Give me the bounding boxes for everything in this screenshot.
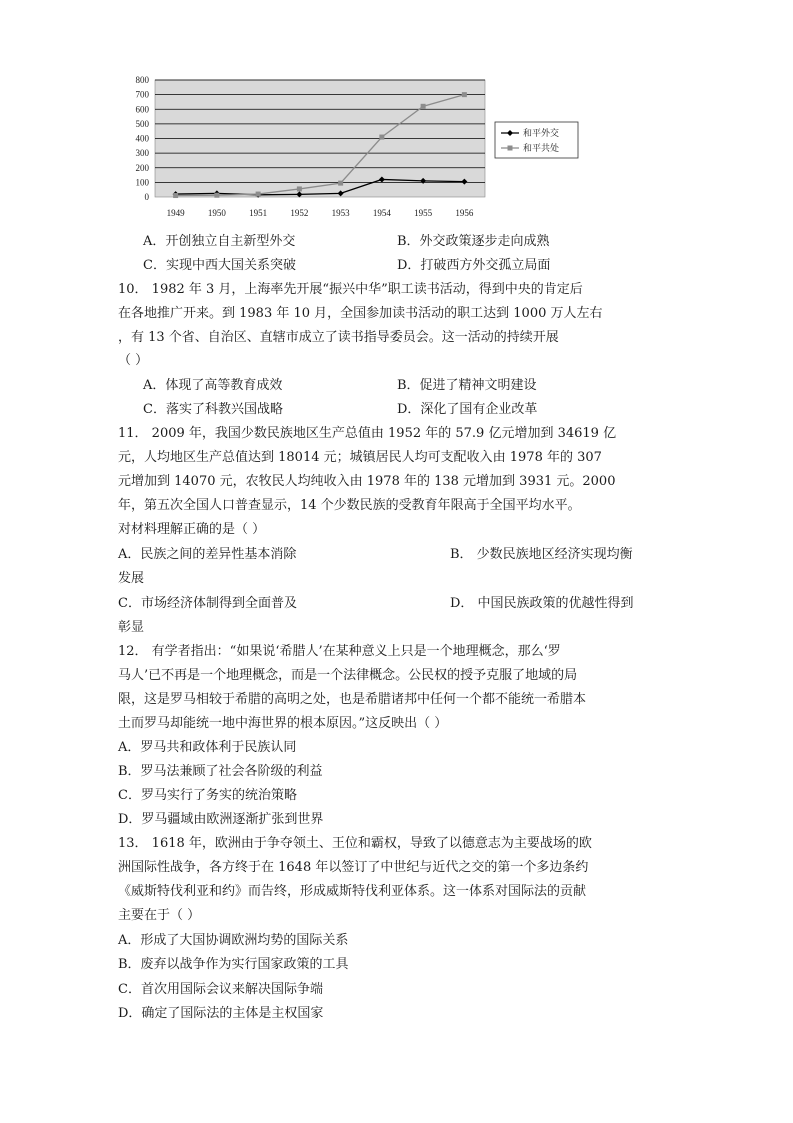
q13-stem: 13． 1618 年，欧洲由于争夺领土、王位和霸权，导致了以德意志为主要战场的欧: [118, 836, 592, 851]
data-point: [297, 186, 302, 191]
data-point: [173, 193, 178, 198]
x-tick-label: 1953: [331, 208, 350, 218]
y-tick-label: 300: [135, 148, 149, 159]
q13-option-a: A．形成了大国协调欧洲均势的国际关系: [118, 933, 349, 948]
x-tick-label: 1950: [207, 208, 226, 218]
data-point: [256, 192, 261, 197]
x-tick-label: 1949: [166, 208, 185, 218]
legend-label: 和平共处: [523, 144, 560, 154]
y-tick-label: 0: [144, 192, 149, 202]
q12-stem: 土而罗马却能统一地中海世界的根本原因。”这反映出（ ）: [118, 716, 448, 731]
data-point: [379, 135, 384, 140]
q10-option-d: D．深化了国有企业改革: [397, 402, 538, 417]
y-tick-label: 500: [135, 118, 149, 129]
q9-option-d: D．打破西方外交孤立局面: [397, 258, 551, 273]
y-tick-label: 400: [135, 133, 149, 144]
y-tick-label: 600: [135, 104, 149, 115]
data-point: [462, 92, 467, 97]
legend-label: 和平外交: [523, 129, 560, 139]
q11-option-d-cont: 彰显: [118, 620, 145, 635]
q10-answer-blank: （ ）: [118, 353, 149, 368]
q11-option-c: C．市场经济体制得到全面普及: [118, 596, 297, 611]
q13-option-d: D．确定了国际法的主体是主权国家: [118, 1006, 324, 1021]
x-tick-label: 1955: [414, 208, 433, 218]
q12-option-d: D．罗马疆域由欧洲逐渐扩张到世界: [118, 812, 324, 827]
x-tick-label: 1954: [372, 208, 391, 218]
q11-stem: 元，人均地区生产总值达到 18014 元；城镇居民人均可支配收入由 1978 年的 307: [118, 450, 602, 465]
y-tick-label: 700: [135, 89, 149, 100]
q11-option-b-cont: 发展: [118, 571, 145, 586]
q11-option-b: B． 少数民族地区经济实现均衡: [450, 547, 633, 562]
q10-option-a: A．体现了高等教育成效: [143, 378, 283, 393]
q13-stem: 主要在于（ ）: [118, 908, 201, 923]
y-tick-label: 100: [135, 177, 149, 188]
q10-stem: 在各地推广开来。到 1983 年 10 月，全国参加读书活动的职工达到 1000 万人左右: [118, 306, 603, 321]
q11-stem: 元增加到 14070 元，农牧民人均纯收入由 1978 年的 138 元增加到 3931 元。2000: [118, 474, 616, 489]
q9-option-b: B．外交政策逐步走向成熟: [397, 234, 550, 249]
q12-stem: 12． 有学者指出：“如果说‘希腊人’在某种意义上只是一个地理概念，那么‘罗: [118, 644, 561, 659]
data-point: [421, 104, 426, 109]
q11-stem: 对材料理解正确的是（ ）: [118, 522, 266, 537]
q9-option-a: A．开创独立自主新型外交: [143, 234, 296, 249]
q11-stem: 年，第五次全国人口普查显示，14 个少数民族的受教育年限高于全国平均水平。: [118, 498, 581, 513]
q12-option-c: C．罗马实行了务实的统治策略: [118, 788, 297, 803]
q10-option-c: C．落实了科教兴国战略: [143, 402, 283, 417]
q13-option-c: C．首次用国际会议来解决国际争端: [118, 982, 323, 997]
line-chart: [110, 72, 590, 222]
legend: [495, 122, 578, 158]
q10-option-b: B．促进了精神文明建设: [397, 378, 537, 393]
q12-option-a: A．罗马共和政体利于民族认同: [118, 740, 297, 755]
data-point: [338, 181, 343, 186]
q13-stem: 洲国际性战争，各方终于在 1648 年以签订了中世纪与近代之交的第一个多边条约: [118, 860, 589, 875]
x-tick-label: 1951: [249, 208, 268, 218]
q11-option-d: D． 中国民族政策的优越性得到: [450, 596, 634, 611]
q9-option-c: C．实现中西大国关系突破: [143, 258, 296, 273]
x-tick-label: 1956: [455, 208, 474, 218]
y-tick-label: 200: [135, 162, 149, 173]
q13-stem: 《威斯特伐利亚和约》而告终，形成威斯特伐利亚体系。这一体系对国际法的贡献: [118, 884, 587, 899]
q10-stem: 10． 1982 年 3 月，上海率先开展“振兴中华”职工读书活动，得到中央的肯定后: [118, 282, 583, 297]
y-tick-label: 800: [135, 75, 149, 85]
q12-option-b: B．罗马法兼顾了社会各阶级的利益: [118, 764, 323, 779]
x-tick-label: 1952: [290, 208, 309, 218]
q12-stem: 马人’已不再是一个地理概念，而是一个法律概念。公民权的授予克服了地域的局: [118, 668, 578, 683]
data-point: [214, 193, 219, 198]
q10-stem: ，有 13 个省、自治区、直辖市成立了读书指导委员会。这一活动的持续开展: [118, 330, 559, 345]
q13-option-b: B．废弃以战争作为实行国家政策的工具: [118, 957, 349, 972]
q11-stem: 11． 2009 年，我国少数民族地区生产总值由 1952 年的 57.9 亿元增加到 34619 亿: [118, 426, 617, 441]
q12-stem: 限，这是罗马相较于希腊的高明之处，也是希腊诸邦中任何一个都不能统一希腊本: [118, 692, 587, 707]
q11-option-a: A．民族之间的差异性基本消除: [118, 547, 297, 562]
